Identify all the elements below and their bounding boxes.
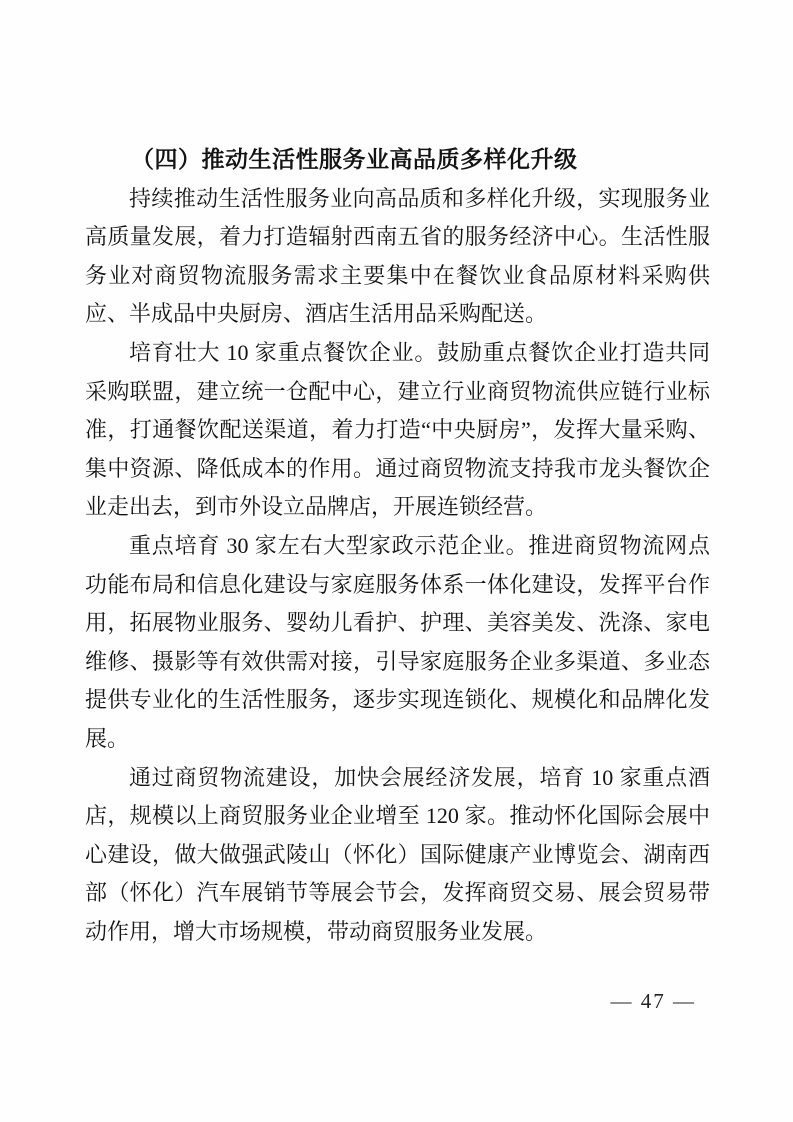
paragraph-4: 通过商贸物流建设，加快会展经济发展，培育 10 家重点酒店，规模以上商贸服务业企业增至 120 家。推动怀化国际会展中心建设，做大做强武陵山（怀化）国际健康产业博览会、湖南西部（怀化）汽车展销节等展会节会，发挥商贸交易、展会贸易带动作用，增大市场规模，带动商贸服务业发展。 [85,764,710,944]
paragraph-3: 重点培育 30 家左右大型家政示范企业。推进商贸物流网点功能布局和信息化建设与家庭服务体系一体化建设，发挥平台作用，拓展物业服务、婴幼儿看护、护理、美容美发、洗涤、家电维修、摄影等有效供需对接，引导家庭服务企业多渠道、多业态提供专业化的生活性服务，逐步实现连锁化、规模化和品牌化发展。 [85,532,710,751]
document-body [85,141,710,951]
paragraph-2: 培育壮大 10 家重点餐饮企业。鼓励重点餐饮企业打造共同采购联盟，建立统一仓配中心，建立行业商贸物流供应链行业标准，打通餐饮配送渠道，着力打造“中央厨房”，发挥大量采购、集中资源、降低成本的作用。通过商贸物流支持我市龙头餐饮企业走出去，到市外设立品牌店，开展连锁经营。 [85,339,710,520]
page-number: — 47 — [610,989,696,1013]
section-heading: （四）推动生活性服务业高品质多样化升级 [131,147,578,172]
paragraph-1: 持续推动生活性服务业向高品质和多样化升级，实现服务业高质量发展，着力打造辐射西南五省的服务经济中心。生活性服务业对商贸物流服务需求主要集中在餐饮业食品原材料采购供应、半成品中央厨房、酒店生活用品采购配送。 [85,185,710,327]
